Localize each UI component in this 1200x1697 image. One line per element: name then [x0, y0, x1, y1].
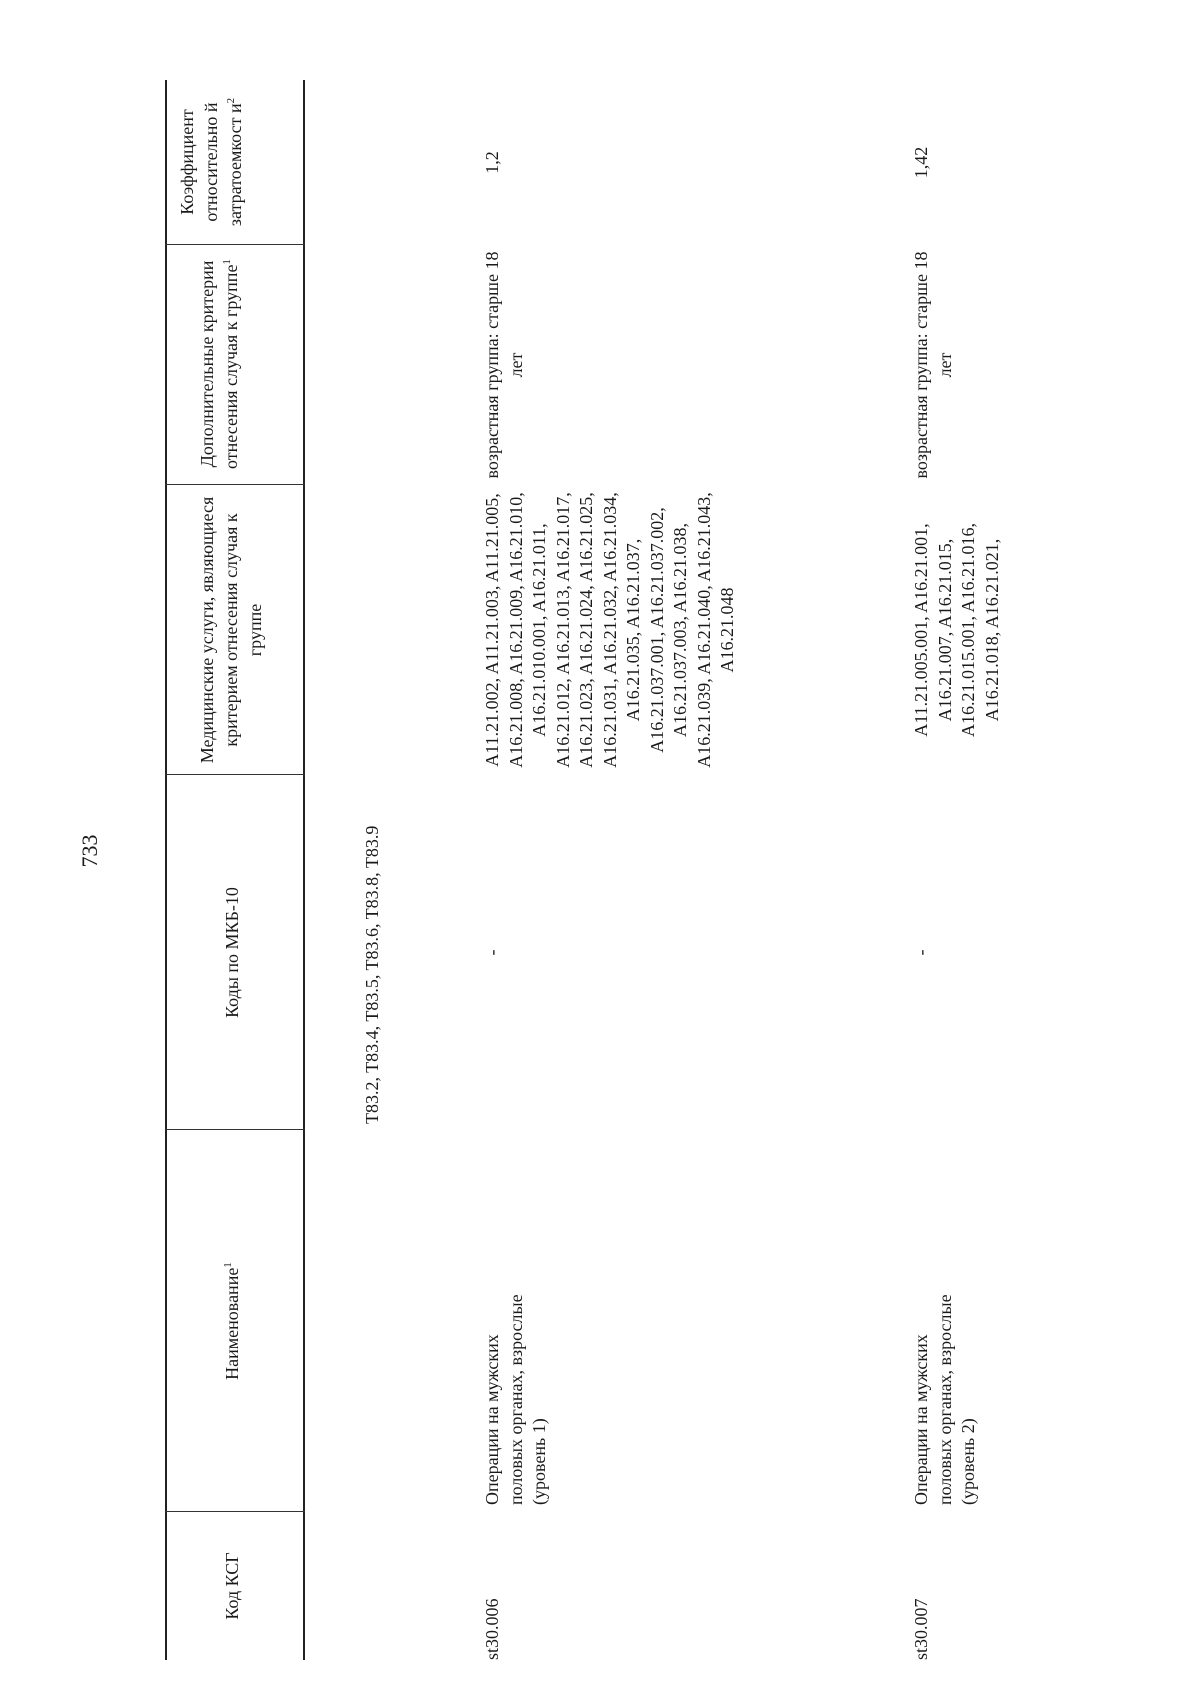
header-code: Код КСГ — [222, 1552, 242, 1620]
header-icd: Коды по МКБ-10 — [222, 887, 242, 1018]
row-1-services: A11.21.002, A11.21.003, A11.21.005, A16.21.008, A16.21.009, A16.21.010, A16.21.010.001, A16.21.011, A16.21.012, A16.21.013, A16.21.017, A16.21.023, A16.21.024, A16.21.025, A16.21.031, A16.21.032, A16.21.034, A16.21.035, A16.21.037, A16.21.037.001, A16.21.037.002, A16.21.037.003, A16.21.038, A16.21.039, A16.21.040, A16.21.043, A16.21.048 — [482, 492, 737, 768]
table-header-bottom-rule — [303, 80, 305, 1660]
row-2-coef: 1,42 — [911, 146, 931, 179]
continuation-icd: T83.2, T83.4, T83.5, T83.6, T83.8, T83.9 — [362, 825, 382, 1124]
col-sep-4 — [165, 484, 305, 485]
row-2-code: st30.007 — [911, 1598, 931, 1660]
table-top-rule — [165, 80, 167, 1660]
header-services: Медицинские услуги, являющиеся критерием отнесения случая к группе — [197, 496, 265, 764]
page-number: 733 — [77, 834, 102, 868]
row-2-icd: - — [911, 949, 931, 956]
col-sep-5 — [165, 244, 305, 245]
header-name: Наименование$^1$ — [222, 1262, 242, 1380]
rotated-table — [165, 80, 1015, 1660]
row-1-coef: 1,2 — [482, 151, 502, 174]
row-1-code: st30.006 — [482, 1598, 502, 1660]
row-1-icd: - — [482, 949, 502, 956]
row-1-name: Операции на мужских половых органах, взрослые (уровень 1) — [482, 1294, 549, 1505]
header-criteria: Дополнительные критерии отнесения случая к группе$^1$ — [197, 259, 241, 469]
row-2-criteria: возрастная группа: старше 18 лет — [911, 251, 955, 479]
row-2-services: A11.21.005.001, A16.21.001, A16.21.007, A16.21.015, A16.21.015.001, A16.21.016, A16.21.018, A16.21.021, — [911, 523, 1002, 738]
header-coef: Коэффициент относительно й затратоемкост $и^2$ — [177, 97, 245, 227]
row-2-name: Операции на мужских половых органах, взрослые (уровень 2) — [911, 1294, 978, 1505]
row-1-criteria: возрастная группа: старше 18 лет — [482, 251, 526, 479]
